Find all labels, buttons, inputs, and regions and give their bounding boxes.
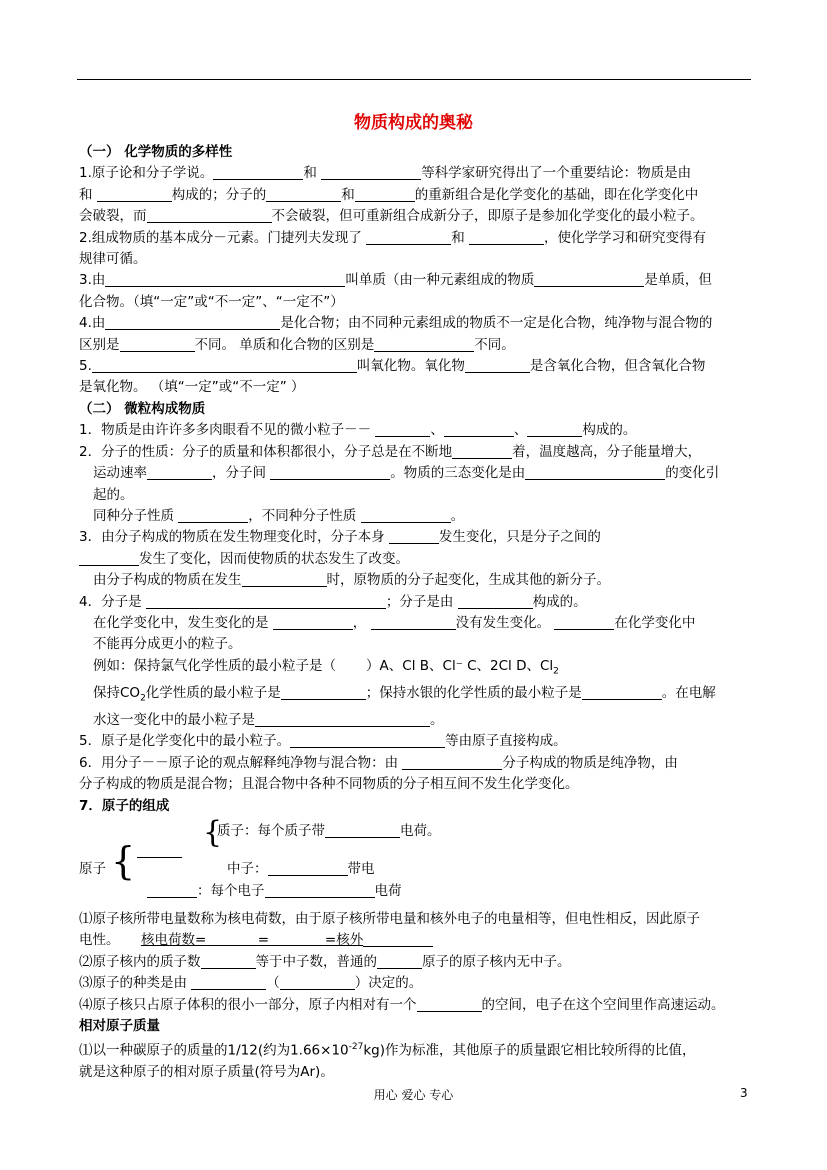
document-body [79, 142, 751, 1084]
paragraph: 发生了变化，因而使物质的状态发生了改变。 [79, 549, 751, 570]
blank [534, 272, 644, 287]
paragraph: 1.原子论和分子学说。 和 等科学家研究得出了一个重要结论：物质是由 [79, 165, 692, 182]
paragraph: ⑶原子的种类是由 （ ）决定的。 [79, 975, 423, 992]
blank [363, 932, 433, 947]
blank [92, 358, 357, 373]
paragraph: 3．由分子构成的物质在发生物理变化时，分子本身 发生变化，只是分子之间的 [79, 529, 601, 546]
blank [582, 685, 662, 700]
section-heading: （一） 化学物质的多样性 [79, 144, 233, 160]
blank [213, 165, 303, 180]
paragraph: 2．分子的性质：分子的质量和体积都很小，分子总是在不断地 着，温度越高，分子能量增大， [79, 443, 702, 460]
page-footer: 用心 爱心 专心 [373, 1088, 454, 1102]
blank [389, 529, 439, 544]
section-heading: 相对原子质量 [79, 1018, 160, 1034]
blank [273, 615, 353, 630]
paragraph: 4．分子是 ；分子是由 构成的。 [79, 593, 587, 610]
paragraph: 起的。 [93, 486, 134, 503]
blank [371, 615, 456, 630]
blank [105, 315, 280, 330]
blank [325, 823, 400, 838]
blank [374, 337, 474, 352]
blank [178, 508, 248, 523]
paragraph: 1．物质是由许许多多肉眼看不见的微小粒子－－ 、 、 构成的。 [79, 422, 637, 439]
blank [402, 755, 502, 770]
paragraph: 4.由 是化合物；由不同种元素组成的物质不一定是化合物，纯净物与混合物的 [79, 315, 713, 332]
paragraph: 化合物。（填“一定”或“不一定”、“一定不”） [79, 293, 344, 310]
blank [281, 685, 366, 700]
blank [525, 465, 665, 480]
blank [290, 733, 445, 748]
page-title: 物质构成的奥秘 [354, 113, 473, 133]
paragraph: 在化学变化中，发生变化的是 ， 没有发生变化。 在化学变化中 [93, 614, 696, 631]
paragraph: 保持$CO_2$化学性质的最小粒子是 ；保持水银的化学性质的最小粒子是 。在电解 [93, 684, 716, 704]
blank [137, 843, 182, 858]
blank [366, 230, 451, 245]
section-heading: 7．原子的组成 [79, 797, 170, 814]
header-rule [77, 79, 751, 80]
page-number: 3 [740, 1086, 748, 1100]
blank [146, 594, 386, 609]
blank [417, 997, 482, 1012]
blank [469, 230, 544, 245]
blank [201, 954, 256, 969]
blank [147, 208, 222, 223]
paragraph: 区别是 不同。 单质和化合物的区别是 不同。 [79, 336, 515, 353]
paragraph: 6．用分子－－原子论的观点解释纯净物与混合物：由 分子构成的物质是纯净物，由 [79, 754, 678, 771]
blank [377, 954, 422, 969]
brace-icon: { [111, 838, 136, 883]
blank [97, 187, 172, 202]
paragraph: ⑷原子核只占原子体积的很小一部分，原子内相对有一个 的空间，电子在这个空间里作高速运动。 [79, 996, 725, 1013]
blank [147, 883, 197, 898]
paragraph: 规律可循。 [79, 251, 147, 268]
blank [280, 975, 355, 990]
paragraph: ⑵原子核内的质子数 等于中子数，普通的 原子的原子核内无中子。 [79, 953, 571, 970]
brace-icon: { [203, 814, 223, 850]
blank [105, 272, 345, 287]
blank [79, 551, 139, 566]
paragraph: 5．原子是化学变化中的最小粒子。 等由原子直接构成。 [79, 733, 567, 750]
blank [465, 358, 530, 373]
section-heading: （二） 微粒构成物质 [79, 400, 206, 417]
blank [270, 465, 390, 480]
blank [242, 572, 327, 587]
blank [147, 465, 212, 480]
paragraph: 2.组成物质的基本成分－元素。门捷列夫发现了 和 ，使化学学习和研究变得有 [79, 229, 706, 246]
blank [255, 712, 430, 727]
paragraph: 运动速率 ，分子间 。物质的三态变化是由 的变化引 [93, 465, 720, 482]
blank [266, 187, 341, 202]
paragraph: 是氧化物。 （填“一定”或“不一定” ） [79, 379, 305, 396]
blank [452, 444, 512, 459]
blank [265, 883, 375, 898]
paragraph: 电性。 核电荷数= = =核外 [79, 930, 751, 951]
paragraph: 不能再分成更小的粒子。 [93, 636, 242, 653]
paragraph: 同种分子性质 ，不同种分子性质 。 [93, 507, 465, 524]
blank [321, 165, 421, 180]
paragraph: 会破裂，而 不会破裂，但可重新组合成新分子，即原子是参加化学变化的最小粒子。 [79, 208, 704, 225]
paragraph: 5. 叫氧化物。氧化物 是含氧化合物，但含氧化合物 [79, 358, 706, 375]
paragraph: 和 构成的；分子的 和 的重新组合是化学变化的基础，即在化学变化中 [79, 186, 699, 203]
blank [554, 615, 614, 630]
atom-structure-diagram: 质子：每个质子带 电荷。 { 原子 { 中子： 带电 ：每个电子 电荷 [79, 814, 441, 899]
paragraph: 例如：保持氯气化学性质的最小粒子是（ ）A、Cl B、Cl⁻ C、2Cl D、$Cl_2$ [93, 657, 559, 677]
blank [120, 337, 195, 352]
blank [355, 187, 415, 202]
blank [361, 508, 451, 523]
blank [444, 422, 514, 437]
paragraph: 3.由 叫单质（由一种元素组成的物质 是单质，但 [79, 272, 712, 289]
blank [222, 208, 272, 223]
paragraph: ⑴原子核所带电量数称为核电荷数，由于原子核所带电量和核外电子的电量相等，但电性相反，因此原子 [79, 910, 700, 927]
paragraph: ⑴以一种碳原子的质量的1/12(约为$1.66\times 10^{-27}kg$)作为标准，其他原子的质量跟它相比较所得的比值， [79, 1042, 696, 1059]
paragraph: 就是这种原子的相对原子质量(符号为Ar)。 [79, 1064, 334, 1081]
paragraph: 由分子构成的物质在发生 时，原物质的分子起变化，生成其他的新分子。 [93, 572, 610, 589]
blank [458, 594, 533, 609]
blank [268, 861, 348, 876]
blank [191, 975, 266, 990]
blank [375, 422, 430, 437]
blank [527, 422, 582, 437]
paragraph: 水这一变化中的最小粒子是 。 [93, 711, 444, 728]
paragraph: 分子构成的物质是混合物；且混合物中各种不同物质的分子相互间不发生化学变化。 [79, 776, 579, 793]
